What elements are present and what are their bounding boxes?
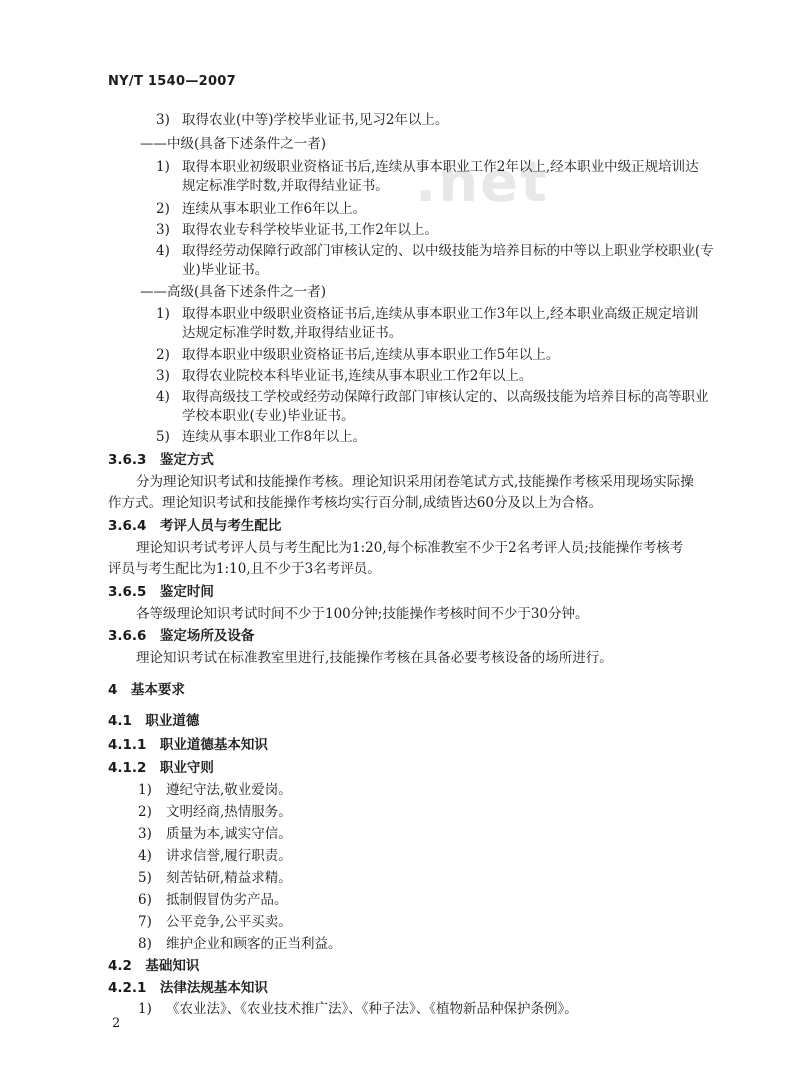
list-item-text: 质量为本,诚实守信。 xyxy=(166,826,292,842)
page-number: 2 xyxy=(112,1016,121,1031)
list-item-text: 《农业法》、《农业技术推广法》、《种子法》、《植物新品种保护条例》。 xyxy=(166,1001,578,1017)
list-item-text: 连续从事本职业工作8年以上。 xyxy=(182,429,367,445)
list-item-text: 连续从事本职业工作6年以上。 xyxy=(182,201,367,217)
list-number: 1) xyxy=(138,1001,152,1017)
list-number: 1) xyxy=(156,306,170,322)
list-item-text: 取得高级技工学校或经劳动保障行政部门审核认定的、以高级技能为培养目标的高等职业 xyxy=(182,389,709,405)
section-heading: 4.1.1 职业道德基本知识 xyxy=(108,737,268,753)
section-heading: 3.6.5 鉴定时间 xyxy=(108,584,214,600)
list-number: 1) xyxy=(138,782,152,798)
section-heading: 3.6.3 鉴定方式 xyxy=(108,452,214,468)
section-heading: 4.2 基础知识 xyxy=(108,958,200,974)
list-item-text: 公平竞争,公平买卖。 xyxy=(166,914,292,930)
paragraph-line: 评员与考生配比为1:10,且不少于3名考评员。 xyxy=(108,561,381,577)
list-number: 3) xyxy=(156,368,170,384)
paragraph-line: 分为理论知识考试和技能操作考核。理论知识采用闭卷笔试方式,技能操作考核采用现场实际操 xyxy=(136,474,694,490)
list-item-text: 遵纪守法,敬业爱岗。 xyxy=(166,782,292,798)
list-number: 4) xyxy=(156,243,170,259)
list-item-text: 取得经劳动保障行政部门审核认定的、以中级技能为培养目标的中等以上职业学校职业(专 xyxy=(182,243,714,259)
section-heading: 4.1.2 职业守则 xyxy=(108,760,214,776)
list-number: 8) xyxy=(138,936,152,952)
chapter-heading: 4 基本要求 xyxy=(108,682,185,698)
list-number: 7) xyxy=(138,914,152,930)
paragraph-line: 理论知识考试考评人员与考生配比为1:20,每个标准教室不少于2名考评人员;技能操作考核考 xyxy=(136,540,684,556)
section-heading: 3.6.6 鉴定场所及设备 xyxy=(108,628,255,644)
list-item-text: 取得农业专科学校毕业证书,工作2年以上。 xyxy=(182,222,438,238)
list-number: 5) xyxy=(138,870,152,886)
list-number: 4) xyxy=(138,848,152,864)
paragraph-line: 理论知识考试在标准教室里进行,技能操作考核在具备必要考核设备的场所进行。 xyxy=(136,650,613,666)
section-heading: 4.1 职业道德 xyxy=(108,713,200,729)
watermark: .net xyxy=(415,150,549,215)
list-number: 6) xyxy=(138,892,152,908)
list-number: 3) xyxy=(156,222,170,238)
list-number: 3) xyxy=(156,112,170,128)
list-item-text: 取得农业(中等)学校毕业证书,见习2年以上。 xyxy=(182,112,449,128)
list-number: 2) xyxy=(156,347,170,363)
list-item-text: 学校本职业(专业)毕业证书。 xyxy=(182,408,355,424)
advanced-title: ——高级(具备下述条件之一者) xyxy=(140,284,327,300)
list-item-text: 取得本职业中级职业资格证书后,连续从事本职业工作3年以上,经本职业高级正规定培训 xyxy=(182,306,699,322)
list-number: 2) xyxy=(156,201,170,217)
list-item-text: 业)毕业证书。 xyxy=(182,262,269,278)
list-number: 5) xyxy=(156,429,170,445)
list-item-text: 规定标准学时数,并取得结业证书。 xyxy=(182,178,389,194)
list-number: 2) xyxy=(138,804,152,820)
paragraph-line: 各等级理论知识考试时间不少于100分钟;技能操作考核时间不少于30分钟。 xyxy=(136,606,589,622)
section-heading: 3.6.4 考评人员与考生配比 xyxy=(108,518,282,534)
list-number: 4) xyxy=(156,389,170,405)
paragraph-line: 作方式。理论知识考试和技能操作考核均实行百分制,成绩皆达60分及以上为合格。 xyxy=(108,495,602,511)
list-item-text: 讲求信誉,履行职责。 xyxy=(166,848,292,864)
list-item-text: 文明经商,热情服务。 xyxy=(166,804,292,820)
list-item-text: 取得本职业初级职业资格证书后,连续从事本职业工作2年以上,经本职业中级正规培训达 xyxy=(182,159,699,175)
list-item-text: 达规定标准学时数,并取得结业证书。 xyxy=(182,325,403,341)
list-number: 1) xyxy=(156,159,170,175)
list-item-text: 抵制假冒伪劣产品。 xyxy=(166,892,288,908)
intermediate-title: ——中级(具备下述条件之一者) xyxy=(140,136,327,152)
list-item-text: 取得本职业中级职业资格证书后,连续从事本职业工作5年以上。 xyxy=(182,347,560,363)
list-item-text: 维护企业和顾客的正当利益。 xyxy=(166,936,342,952)
list-item-text: 刻苦钻研,精益求精。 xyxy=(166,870,292,886)
list-number: 3) xyxy=(138,826,152,842)
section-heading: 4.2.1 法律法规基本知识 xyxy=(108,980,268,996)
standard-code: NY/T 1540—2007 xyxy=(108,74,236,89)
list-item-text: 取得农业院校本科毕业证书,连续从事本职业工作2年以上。 xyxy=(182,368,533,384)
